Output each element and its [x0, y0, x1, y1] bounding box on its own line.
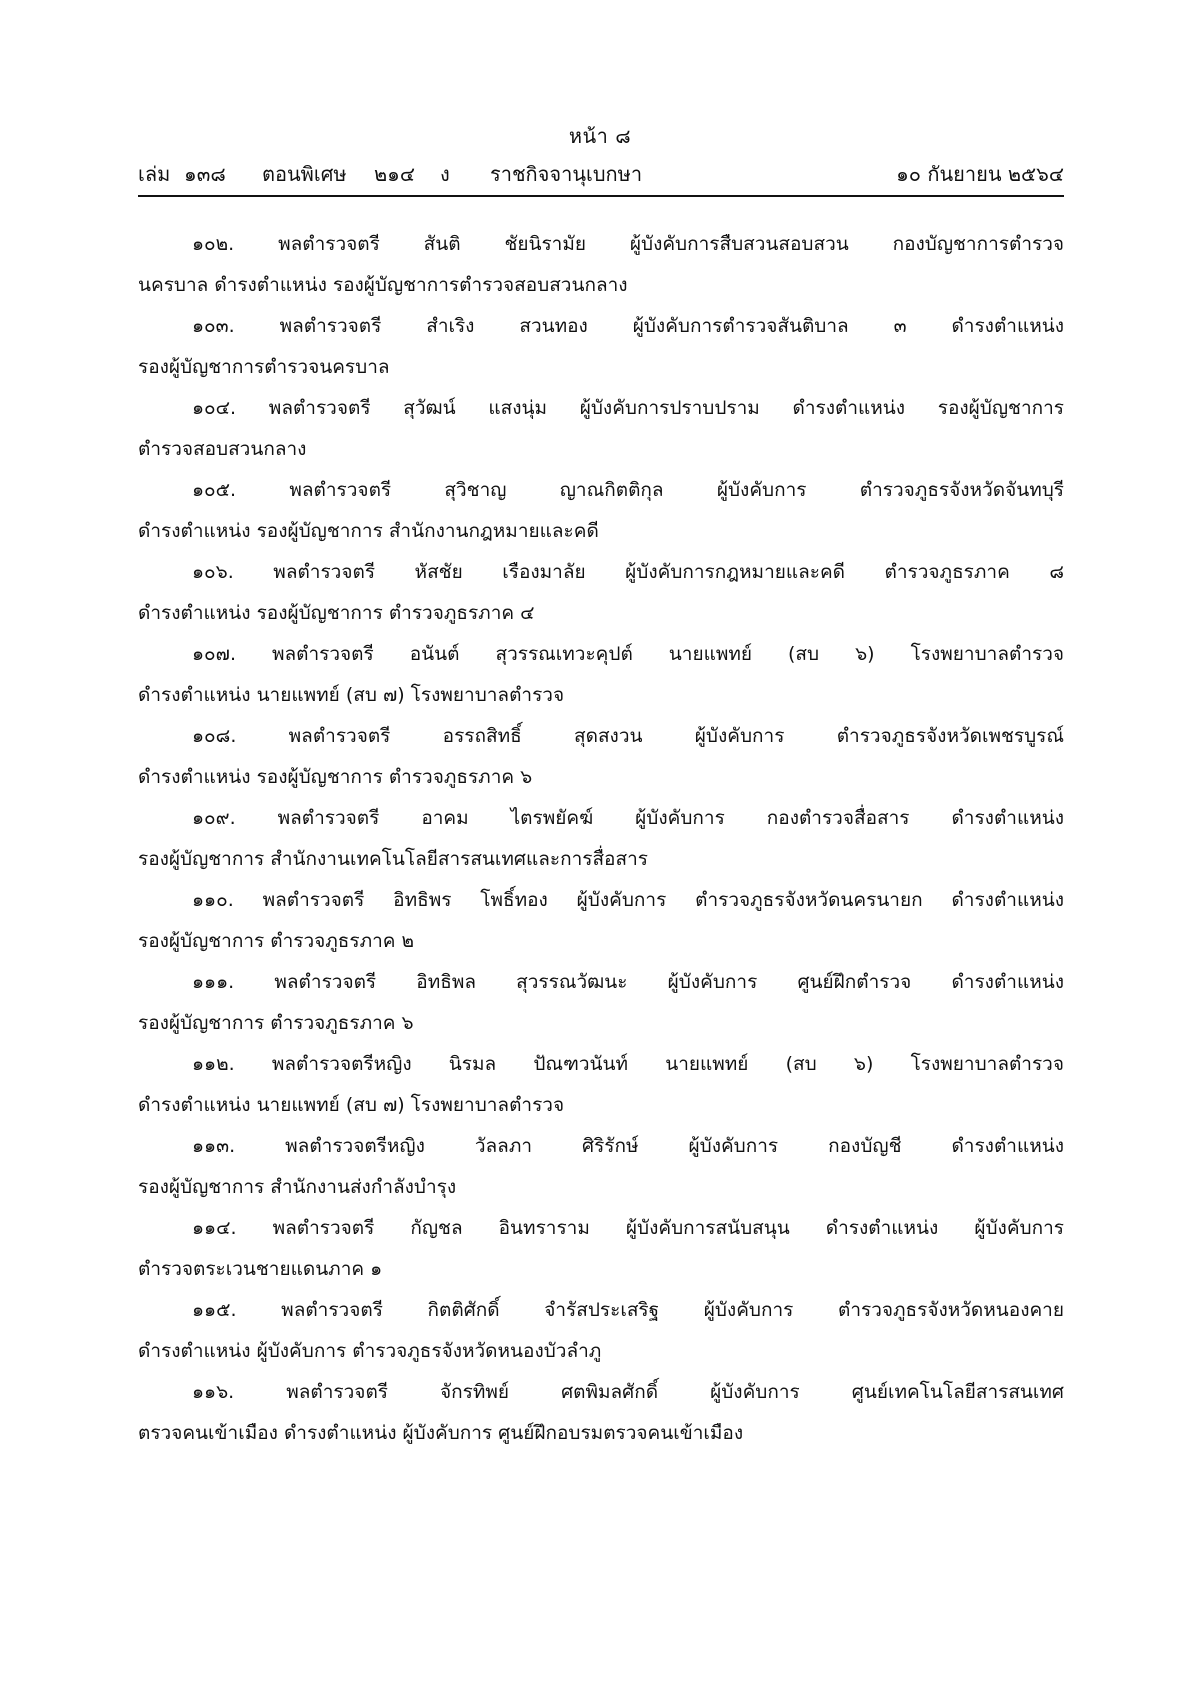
entry-second-line: รองผู้บัญชาการตำรวจนครบาล: [138, 356, 390, 378]
list-item: [138, 1372, 1064, 1454]
entry-second-line: ดำรงตำแหน่ง รองผู้บัญชาการ ตำรวจภูธรภาค ๔: [138, 602, 535, 624]
entry-second-line: ตำรวจตระเวนชายแดนภาค ๑: [138, 1258, 383, 1280]
entry-first-line: ๑๑๒. พลตำรวจตรีหญิง นิรมล ปัณฑวนันท์ นายแพทย์ (สบ ๖) โรงพยาบาลตำรวจ: [192, 1053, 1064, 1075]
volume-label: เล่ม: [138, 162, 171, 186]
header-divider: [138, 195, 1064, 197]
entry-second-line: รองผู้บัญชาการ ตำรวจภูธรภาค ๒: [138, 930, 415, 952]
list-item: [138, 1044, 1064, 1126]
entry-second-line: ตำรวจสอบสวนกลาง: [138, 438, 307, 460]
entry-first-line: ๑๐๖. พลตำรวจตรี หัสชัย เรืองมาลัย ผู้บังคับการกฎหมายและคดี ตำรวจภูธรภาค ๘: [192, 561, 1064, 583]
entry-first-line: ๑๑๓. พลตำรวจตรีหญิง วัลลภา ศิริรักษ์ ผู้บังคับการ กองบัญชี ดำรงตำแหน่ง: [192, 1135, 1064, 1157]
list-item: [138, 634, 1064, 716]
list-item: [138, 962, 1064, 1044]
entry-second-line: นครบาล ดำรงตำแหน่ง รองผู้บัญชาการตำรวจสอบสวนกลาง: [138, 274, 628, 296]
entry-first-line: ๑๐๓. พลตำรวจตรี สำเริง สวนทอง ผู้บังคับการตำรวจสันติบาล ๓ ดำรงตำแหน่ง: [192, 315, 1064, 337]
section-label: ตอนพิเศษ: [262, 162, 347, 186]
gazette-header: [138, 158, 1064, 184]
entry-second-line: ดำรงตำแหน่ง รองผู้บัญชาการ ตำรวจภูธรภาค ๖: [138, 766, 533, 788]
section-number: ๒๑๔: [374, 162, 416, 186]
entry-first-line: ๑๐๔. พลตำรวจตรี สุวัฒน์ แสงนุ่ม ผู้บังคับการปราบปราม ดำรงตำแหน่ง รองผู้บัญชาการ: [192, 397, 1064, 419]
list-item: [138, 552, 1064, 634]
entry-first-line: ๑๑๑. พลตำรวจตรี อิทธิพล สุวรรณวัฒนะ ผู้บังคับการ ศูนย์ฝึกตำรวจ ดำรงตำแหน่ง: [192, 971, 1064, 993]
publication-date: ๑๐ กันยายน ๒๕๖๔: [896, 162, 1064, 186]
entry-first-line: ๑๑๕. พลตำรวจตรี กิตติศักดิ์ จำรัสประเสริฐ ผู้บังคับการ ตำรวจภูธรจังหวัดหนองคาย: [192, 1299, 1064, 1321]
list-item: [138, 388, 1064, 470]
list-item: [138, 306, 1064, 388]
volume-number: ๑๓๘: [184, 162, 226, 186]
appointment-list: [138, 224, 1064, 1454]
entry-second-line: รองผู้บัญชาการ สำนักงานส่งกำลังบำรุง: [138, 1176, 457, 1198]
entry-second-line: ดำรงตำแหน่ง นายแพทย์ (สบ ๗) โรงพยาบาลตำรวจ: [138, 1094, 565, 1116]
entry-first-line: ๑๐๕. พลตำรวจตรี สุวิชาญ ญาณกิตติกุล ผู้บังคับการ ตำรวจภูธรจังหวัดจันทบุรี: [192, 479, 1064, 501]
entry-first-line: ๑๐๗. พลตำรวจตรี อนันต์ สุวรรณเทวะคุปต์ นายแพทย์ (สบ ๖) โรงพยาบาลตำรวจ: [192, 643, 1064, 665]
list-item: [138, 470, 1064, 552]
list-item: [138, 880, 1064, 962]
list-item: [138, 224, 1064, 306]
gazette-name: ราชกิจจานุเบกษา: [490, 162, 643, 186]
list-item: [138, 1208, 1064, 1290]
list-item: [138, 1126, 1064, 1208]
entry-second-line: ดำรงตำแหน่ง ผู้บังคับการ ตำรวจภูธรจังหวัดหนองบัวลำภู: [138, 1340, 602, 1362]
entry-first-line: ๑๑๐. พลตำรวจตรี อิทธิพร โพธิ์ทอง ผู้บังคับการ ตำรวจภูธรจังหวัดนครนายก ดำรงตำแหน่ง: [192, 889, 1064, 911]
page-number: หน้า ๘: [568, 124, 632, 148]
entry-second-line: ดำรงตำแหน่ง นายแพทย์ (สบ ๗) โรงพยาบาลตำรวจ: [138, 684, 565, 706]
entry-first-line: ๑๑๖. พลตำรวจตรี จักรทิพย์ ศตพิมลศักดิ์ ผู้บังคับการ ศูนย์เทคโนโลยีสารสนเทศ: [192, 1381, 1064, 1403]
entry-first-line: ๑๑๔. พลตำรวจตรี กัญชล อินทราราม ผู้บังคับการสนับสนุน ดำรงตำแหน่ง ผู้บังคับการ: [192, 1217, 1064, 1239]
section-letter: ง: [440, 162, 450, 186]
entry-first-line: ๑๐๘. พลตำรวจตรี อรรถสิทธิ์ สุดสงวน ผู้บังคับการ ตำรวจภูธรจังหวัดเพชรบูรณ์: [192, 725, 1064, 747]
entry-second-line: รองผู้บัญชาการ ตำรวจภูธรภาค ๖: [138, 1012, 414, 1034]
entry-second-line: ตรวจคนเข้าเมือง ดำรงตำแหน่ง ผู้บังคับการ ศูนย์ฝึกอบรมตรวจคนเข้าเมือง: [138, 1422, 744, 1444]
list-item: [138, 716, 1064, 798]
list-item: [138, 798, 1064, 880]
entry-first-line: ๑๐๒. พลตำรวจตรี สันติ ชัยนิรามัย ผู้บังคับการสืบสวนสอบสวน กองบัญชาการตำรวจ: [192, 233, 1064, 255]
entry-second-line: รองผู้บัญชาการ สำนักงานเทคโนโลยีสารสนเทศและการสื่อสาร: [138, 848, 648, 870]
entry-first-line: ๑๐๙. พลตำรวจตรี อาคม ไตรพยัคฆ์ ผู้บังคับการ กองตำรวจสื่อสาร ดำรงตำแหน่ง: [192, 807, 1064, 829]
list-item: [138, 1290, 1064, 1372]
entry-second-line: ดำรงตำแหน่ง รองผู้บัญชาการ สำนักงานกฎหมายและคดี: [138, 520, 599, 542]
